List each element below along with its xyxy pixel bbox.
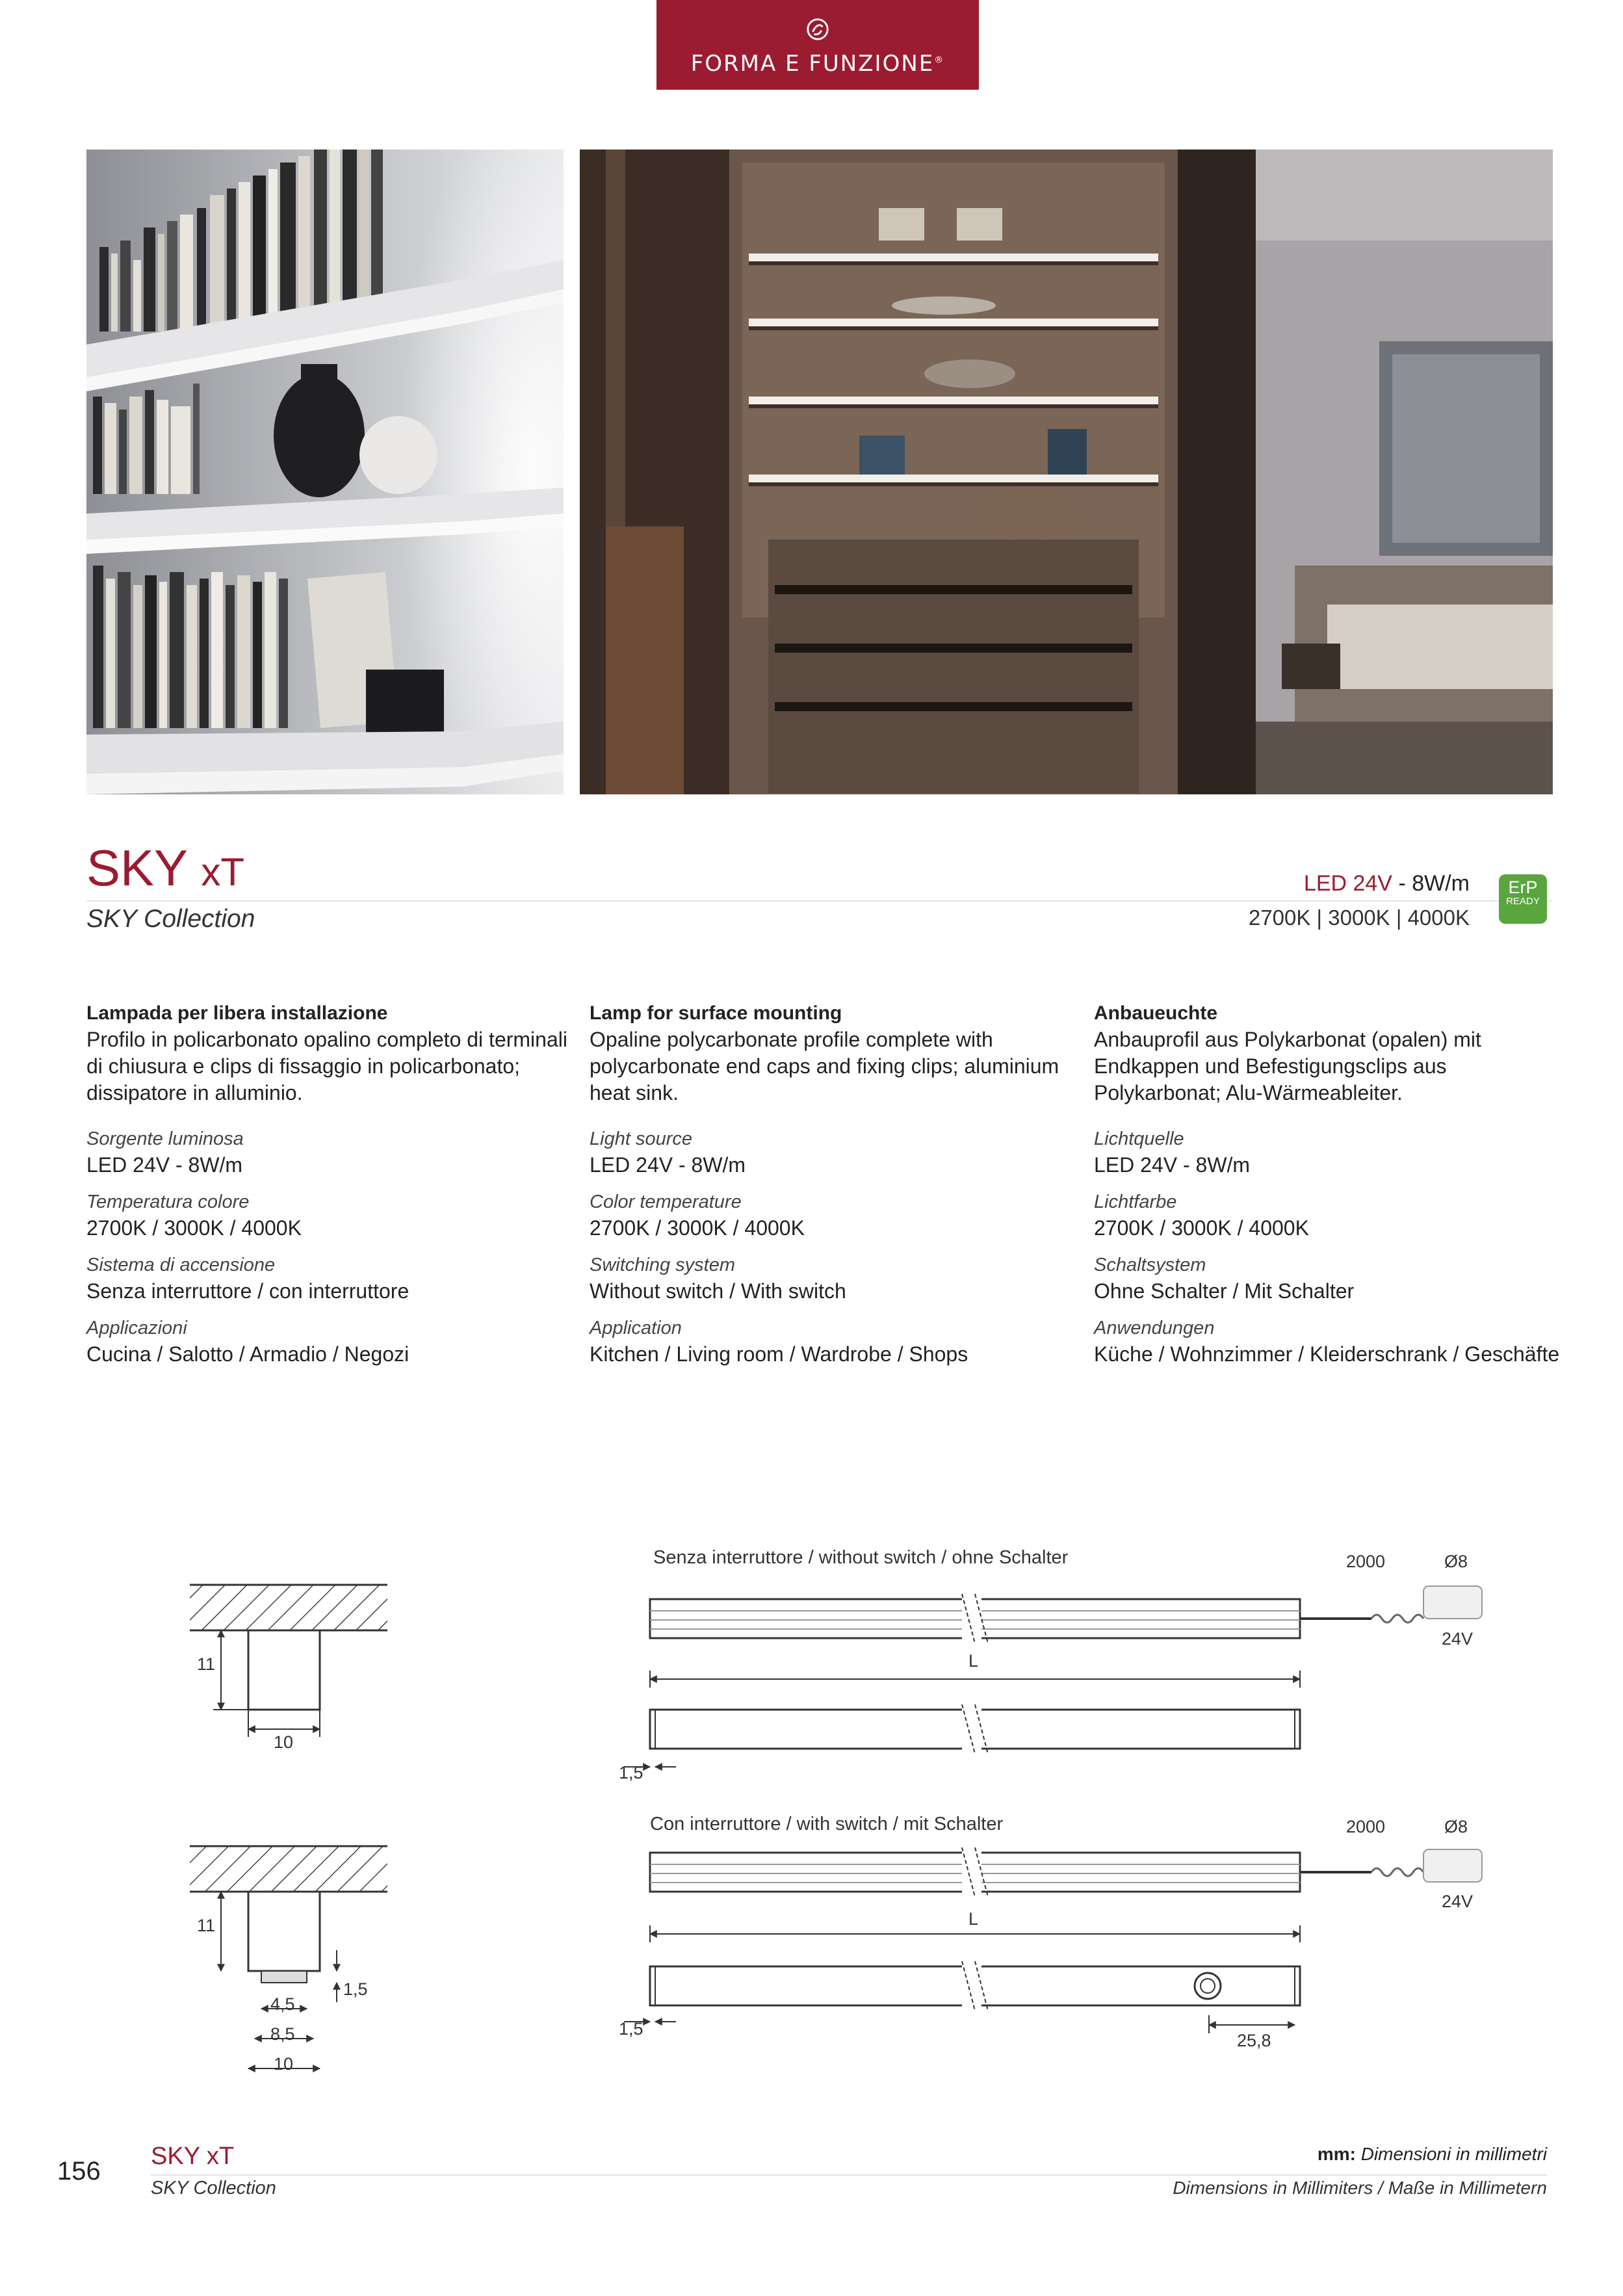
description-column-it: Lampada per libera installazione Profilo in policarbonato opalino completo di terminali di chiusura e clips di fissaggio in policarbonato; dissipatore in alluminio. Sorgente luminosa LED 24V - 8W/m Temperatura colore 2700K / 3000K / 4000K Sistema di accensione Senza interruttore / con interruttore Applicazioni Cucina / Salotto / Armadio / Negozi [86,1000,567,1368]
profile-drawing-no-switch [624,1586,1482,1767]
units-translations: Dimensions in Millimiters / Maße in Millimetern [1173,2178,1547,2198]
caption-without-switch: Senza interruttore / without switch / ohne Schalter [653,1547,1069,1568]
section-mid-width: 8,5 [270,2024,295,2044]
section-height: 11 [197,1916,216,1935]
power-spec: LED 24V - 8W/m [1303,871,1470,896]
gap-label: 1,5 [619,1763,643,1782]
profile-drawing-with-switch [624,1847,1482,2033]
description-column-de: Anbaueuchte Anbauprofil aus Polykarbonat (opalen) mit Endkappen und Befestigungsclips aus Polykarbonat; Alu-Wärmeableiter. Lichtquelle LED 24V - 8W/m Lichtfarbe 2700K / 3000K / 4000K Schaltsystem Ohne Schalter / Mit Schalter Anwendungen Küche / Wohnzimmer / Kleiderschrank / Geschäfte [1094,1000,1575,1368]
description-column-en: Lamp for surface mounting Opaline polycarbonate profile complete with polycarbonate end caps and fixing clips; aluminium heat sink. Light source LED 24V - 8W/m Color temperature 2700K / 3000K / 4000K Switching system Without switch / With switch Application Kitchen / Living room / Wardrobe / Shops [590,1000,1071,1368]
section-inner-width: 4,5 [270,1994,295,2014]
voltage-label: 24V [1442,1629,1474,1649]
footer-collection: SKY Collection [151,2178,276,2198]
section-width: 10 [274,2054,294,2074]
column-heading: Anbaueuchte [1094,1002,1218,1024]
product-collection: SKY Collection [86,905,255,933]
brand-logo-icon [805,17,830,42]
section-base-offset: 1,5 [343,1979,368,1999]
erp-ready-badge: ErP READY [1499,874,1547,924]
caption-with-switch: Con interruttore / with switch / mit Schalter [650,1814,1004,1834]
section-drawing-no-switch [190,1585,387,1737]
column-heading: Lampada per libera installazione [86,1002,388,1024]
cable-length: 2000 [1346,1817,1386,1836]
page-number: 156 [57,2157,101,2185]
brand-logo [656,0,979,90]
switch-offset: 25,8 [1237,2031,1271,2050]
cable-diameter: Ø8 [1444,1552,1468,1571]
column-description: Anbauprofil aus Polykarbonat (opalen) mit Endkappen und Befestigungsclips aus Polykarbonat; Alu-Wärmeableiter. [1094,1028,1481,1104]
length-label: L [968,1651,979,1671]
product-title: SKY xT [86,839,244,896]
section-width: 10 [274,1732,294,1752]
title-divider [86,900,1552,902]
column-description: Opaline polycarbonate profile complete with polycarbonate end caps and fixing clips; aluminium heat sink. [590,1028,1059,1104]
shelves-photo [86,150,564,794]
cable-length: 2000 [1346,1552,1386,1571]
footer-divider [151,2174,1547,2176]
column-heading: Lamp for surface mounting [590,1002,842,1024]
brand-name: FORMA E FUNZIONE® [690,51,945,77]
units-note: mm: Dimensioni in millimetri [1317,2144,1547,2164]
color-temperatures: 2700K | 3000K | 4000K [1248,906,1470,930]
footer-title: SKY xT [151,2143,235,2170]
voltage-label: 24V [1442,1892,1474,1911]
section-height: 11 [197,1654,216,1674]
length-label: L [968,1909,979,1929]
gap-label: 1,5 [619,2019,643,2039]
wardrobe-photo [580,150,1553,794]
column-description: Profilo in policarbonato opalino completo di terminali di chiusura e clips di fissaggio in policarbonato; dissipatore in alluminio. [86,1028,567,1104]
cable-diameter: Ø8 [1444,1817,1468,1836]
